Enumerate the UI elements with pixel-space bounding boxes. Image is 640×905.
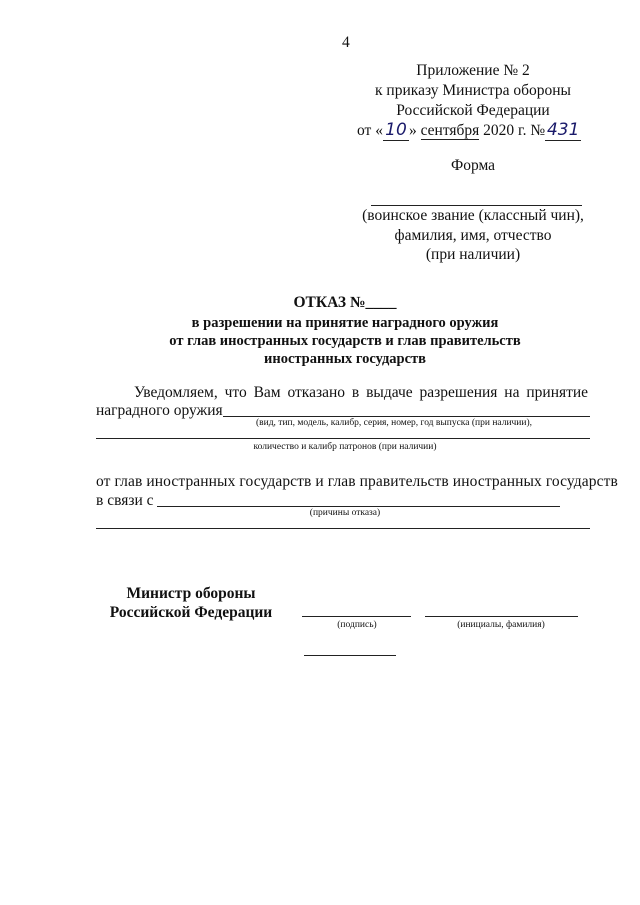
form-label: Форма (450, 157, 496, 174)
signature-line (302, 616, 411, 617)
page-number: 4 (342, 34, 350, 51)
caption-name: (инициалы, фамилия) (457, 620, 545, 630)
appendix-line-3: Российской Федерации (396, 102, 550, 119)
recipient-caption-2: фамилия, имя, отчество (394, 227, 552, 244)
date-day-field (383, 120, 409, 141)
caption-weapon: (вид, тип, модель, калибр, серия, номер, год выпуска (при наличии), (255, 418, 533, 428)
body-paragraph-2-line-2: в связи с (96, 492, 154, 509)
title-subline-3: иностранных государств (263, 351, 427, 367)
title-subline-1: в разрешении на принятие наградного оружия (191, 315, 499, 331)
order-number-field (545, 120, 581, 141)
signatory-position-2: Российской Федерации (109, 604, 273, 621)
body-paragraph-1-line-1: Уведомляем, что Вам отказано в выдаче разрешения на принятие (134, 384, 589, 401)
title-subline-2: от глав иностранных государств и глав правительств (169, 333, 521, 349)
caption-signature: (подпись) (337, 620, 377, 630)
date-prefix: от « (357, 122, 383, 139)
recipient-caption-3: (при наличии) (425, 246, 521, 263)
caption-reasons: (причины отказа) (309, 508, 381, 518)
date-year: 2020 г. № (483, 122, 546, 139)
appendix-date-line (357, 120, 581, 141)
body-paragraph-1-line-2: наградного оружия (96, 402, 223, 419)
date-day-handwritten: 10 (385, 120, 407, 140)
weapon-field-line (223, 416, 590, 417)
date-month: сентября (420, 122, 480, 139)
recipient-caption-1: (воинское звание (классный чин), (362, 207, 584, 224)
signatory-position-1: Министр обороны (126, 585, 256, 602)
reasons-field-line (157, 506, 560, 507)
recipient-line (371, 205, 582, 206)
date-mid: » (408, 122, 417, 139)
weapon-field-line-2 (96, 438, 590, 439)
appendix-line-1: Приложение № 2 (416, 62, 530, 79)
bottom-separator (304, 655, 396, 656)
body-paragraph-2-line-1: от глав иностранных государств и глав правительств иностранных государств (96, 473, 618, 490)
reasons-field-line-2 (96, 528, 590, 529)
order-number-handwritten: 431 (546, 120, 580, 140)
name-line (425, 616, 578, 617)
document-title: ОТКАЗ №____ (293, 294, 397, 311)
appendix-line-2: к приказу Министра обороны (375, 82, 571, 99)
caption-ammo: количество и калибр патронов (при наличии) (253, 442, 437, 452)
